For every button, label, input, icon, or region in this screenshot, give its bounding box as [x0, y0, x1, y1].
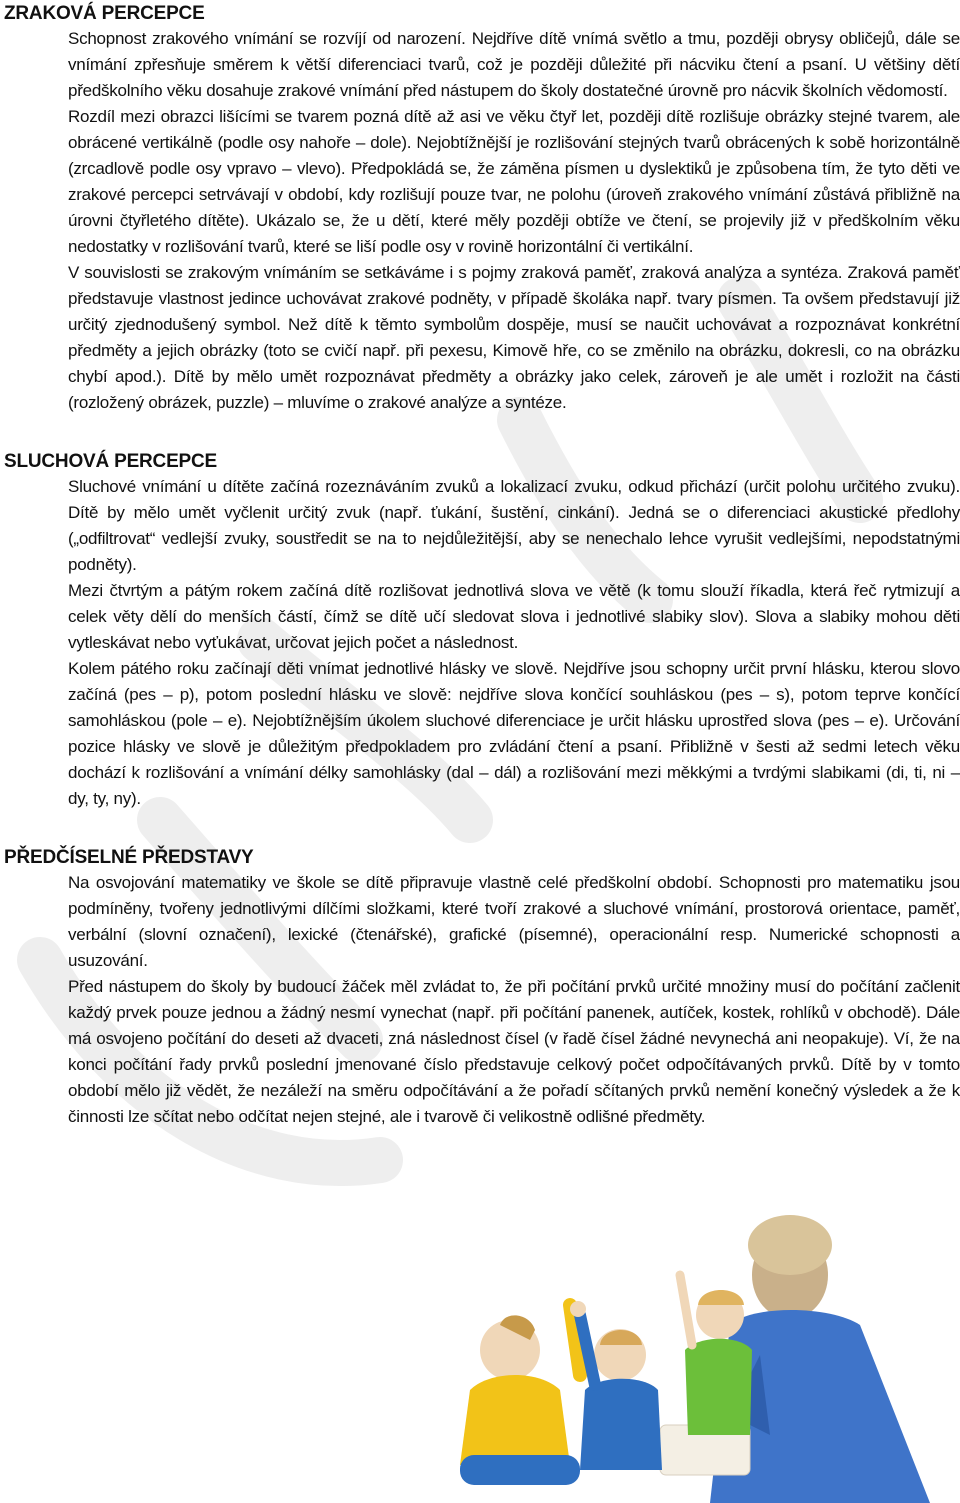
paragraph: Na osvojování matematiky ve škole se dítě připravuje vlastně celé předškolní období. Schopnosti pro matematiku jsou podmíněny, tvořeny jednotlivými dílčími složkami, které tvoří zrakové a sluchové vnímání, prostorová orientace, paměť, verbální (slovní označení), lexické (čtenářské), grafické (písemné), operacionální resp. Numerické schopnosti a usuzování.	[68, 873, 960, 970]
paragraph: Před nástupem do školy by budoucí žáček měl zvládat to, že při počítání prvků určité množiny musí do počítání začlenit každý prvek pouze jednou a žádný nesmí vynechat (např. při počítání panenek, autíček, kostek, rohlíků v obchodě). Dále má osvojeno počítání do deseti až dvaceti, zná následnost čísel (v řadě čísel žádné nevynechá ani neopakuje). Ví, že na konci počítání řady prvků poslední jmenované číslo představuje celkový počet odpočítávaných prvků. Dítě by v tomto období mělo již vědět, že nezáleží na směru odpočítávání a že pořadí sčítaných prvků nemění konečný výsledek a že k činnosti lze sčítat nebo odčítat nejen stejné, ale i tvarově či velikostně odlišné předměty.	[68, 977, 960, 1126]
child-blue-figure	[570, 1301, 662, 1470]
section-heading: ZRAKOVÁ PERCEPCE	[4, 3, 205, 24]
children-with-teacher-image	[430, 1205, 960, 1503]
document-content	[4, 2, 960, 1164]
section-auditory-perception	[4, 450, 960, 812]
paragraph: Sluchové vnímání u dítěte začíná rozeznáváním zvuků a lokalizací zvuku, odkud přichází (určit polohu určitého zvuku). Dítě by mělo umět vyčlenit určitý zvuk (např. ťukání, šustění, cinkání). Jedná se o diferenciaci akustické předlohy („odfiltrovat“ vedlejší zvuky, soustředit se na to nejdůležitější, aby se nenechalo lehce vyrušit vedlejšími, nepodstatnými podněty).	[68, 477, 960, 574]
paragraph: Kolem pátého roku začínají děti vnímat jednotlivé hlásky ve slově. Nejdříve jsou schopny určit první hlásku, kterou slovo začíná (pes – p), potom poslední hlásku ve slově: nejdříve slova končící souhláskou (pes – s), potom teprve končící samohláskou (pole – e). Nejobtížnějším úkolem sluchové diferenciace je určit hlásku uprostřed slova (pes – e). Určování pozice hlásky ve slově je důležitým předpokladem pro zvládání čtení a psaní. Přibližně v šesti až sedmi letech věku dochází k rozlišování a vnímání délky samohlásky (dal – dál) a rozlišování mezi měkkými a tvrdými slabikami (di, ti, ni – dy, ty, ny).	[68, 659, 960, 808]
paragraph: Schopnost zrakového vnímání se rozvíjí od narození. Nejdříve dítě vnímá světlo a tmu, později obrysy obličejů, dále se vnímání zpřesňuje směrem k větší diferenciaci tvarů, což je později důležité při nácviku čtení a psaní. U většiny dětí předškolního věku dosahuje zrakové vnímání před nástupem do školy dostatečné úrovně pro nácvik školních vědomostí.	[68, 29, 960, 100]
section-heading: PŘEDČÍSELNÉ PŘEDSTAVY	[4, 847, 254, 868]
child-green-figure	[680, 1275, 752, 1435]
paragraph: Rozdíl mezi obrazci lišícími se tvarem pozná dítě až asi ve věku čtyř let, později dítě rozlišuje obrázky stejné tvarem, ale obrácené vertikálně (podle osy nahoře – dole). Nejobtížnější je rozlišování stejných tvarů obrácených k sobě horizontálně (zrcadlově podle osy vpravo – vlevo). Předpokládá se, že záměna písmen u dyslektiků je způsobena tím, že tyto děti ve zrakové percepci setrvávají v období, kdy rozlišují pouze tvar, ne polohu (úroveň zrakového vnímání zůstává přibližně na úrovni čtyřletého dítěte). Ukázalo se, že u dětí, které měly později obtíže ve čtení, se projevily již v předškolním věku nedostatky v rozlišování tvarů, které se liší podle osy v rovině horizontální či vertikální.	[68, 107, 960, 256]
paragraph: Mezi čtvrtým a pátým rokem začíná dítě rozlišovat jednotlivá slova ve větě (k tomu slouží říkadla, která řeč rytmizují a celek věty dělí do menších částí, čímž se dítě učí sledovat slova i jednotlivé slabiky slov). Slova a slabiky mohou děti vytleskávat nebo vyťukávat, určovat jejich počet a následnost.	[68, 581, 960, 652]
section-visual-perception	[4, 2, 960, 416]
child-yellow-figure	[460, 1305, 580, 1485]
section-heading: SLUCHOVÁ PERCEPCE	[4, 451, 218, 472]
section-prenumerical-concepts	[4, 846, 960, 1130]
paragraph: V souvislosti se zrakovým vnímáním se setkáváme i s pojmy zraková paměť, zraková analýza a syntéza. Zraková paměť představuje vlastnost jedince uchovávat zrakové podněty, v případě školáka např. tvary písmen. Ta ovšem představují již určitý zjednodušený symbol. Než dítě k těmto symbolům dospěje, musí se naučit uchovávat a rozpoznávat konkrétní předměty a jejich obrázky (toto se cvičí např. při pexesu, Kimově hře, co se změnilo na obrázku, dokresli, co na obrázku chybí apod.). Dítě by mělo umět rozpoznávat předměty a obrázky jako celek, zároveň je ale umět i rozložit na části (rozložený obrázek, puzzle) – mluvíme o zrakové analýze a syntéze.	[68, 263, 960, 412]
